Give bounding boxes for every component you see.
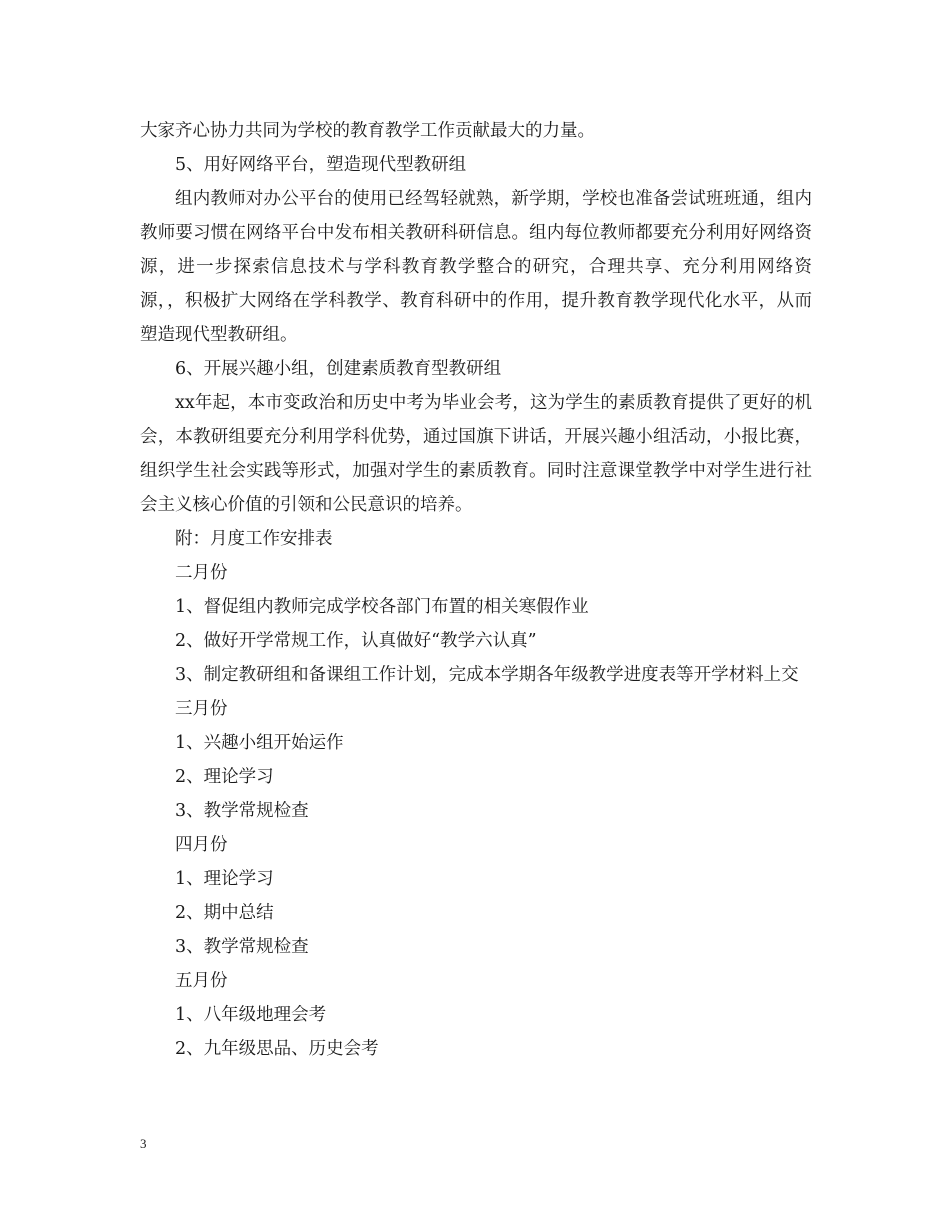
list-item: 2、九年级思品、历史会考 (175, 1039, 379, 1059)
document-body (140, 114, 812, 1066)
list-item: 3、制定教研组和备课组工作计划，完成本学期各年级教学进度表等开学材料上交 (175, 665, 799, 685)
paragraph: 大家齐心协力共同为学校的教育教学工作贡献最大的力量。 (140, 121, 595, 141)
section-heading: 5、用好网络平台，塑造现代型教研组 (175, 155, 467, 175)
month-heading: 五月份 (175, 971, 228, 991)
list-item: 2、期中总结 (175, 903, 274, 923)
paragraph: 组内教师对办公平台的使用已经驾轻就熟，新学期，学校也准备尝试班班通，组内教师要习惯在网络平台中发布相关教研科研信息。组内每位教师都要充分利用好网络资源，进一步探索信息技术与学科教育教学整合的研究，合理共享、充分利用网络资源，，积极扩大网络在学科教学、教育科研中的作用，提升教育教学现代化水平，从而塑造现代型教研组。 (140, 189, 812, 345)
list-item: 3、教学常规检查 (175, 801, 309, 821)
appendix-title: 附：月度工作安排表 (175, 529, 333, 549)
list-item: 1、八年级地理会考 (175, 1005, 327, 1025)
month-heading: 三月份 (175, 699, 228, 719)
list-item: 1、兴趣小组开始运作 (175, 733, 344, 753)
month-heading: 二月份 (175, 563, 228, 583)
section-heading: 6、开展兴趣小组，创建素质教育型教研组 (175, 359, 502, 379)
list-item: 1、督促组内教师完成学校各部门布置的相关寒假作业 (175, 597, 589, 617)
month-heading: 四月份 (175, 835, 228, 855)
list-item: 1、理论学习 (175, 869, 274, 889)
page-number: 3 (140, 1136, 147, 1151)
list-item: 2、做好开学常规工作，认真做好“教学六认真” (175, 631, 537, 651)
paragraph: xx年起，本市变政治和历史中考为毕业会考，这为学生的素质教育提供了更好的机会，本教研组要充分利用学科优势，通过国旗下讲话，开展兴趣小组活动，小报比赛，组织学生社会实践等形式，加强对学生的素质教育。同时注意课堂教学中对学生进行社会主义核心价值的引领和公民意识的培养。 (140, 393, 812, 515)
list-item: 3、教学常规检查 (175, 937, 309, 957)
list-item: 2、理论学习 (175, 767, 274, 787)
